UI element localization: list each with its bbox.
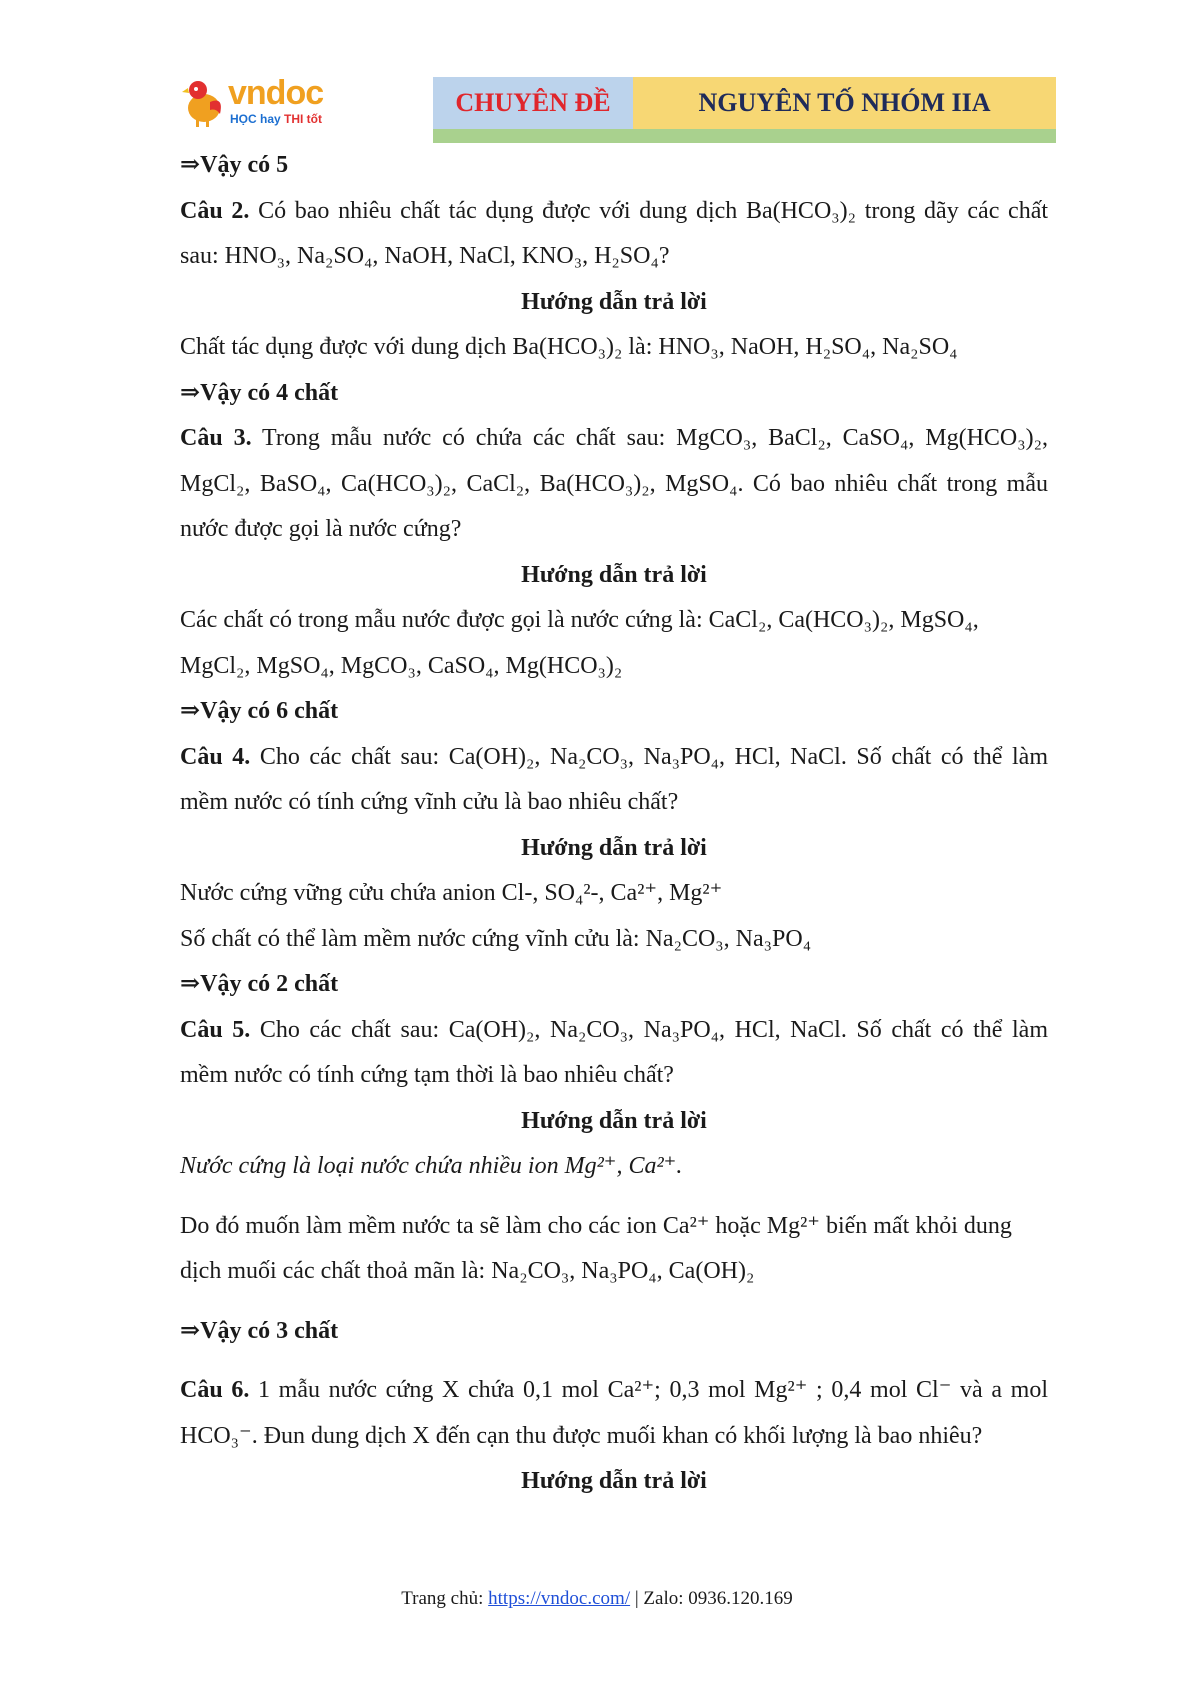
page-footer: Trang chủ: https://vndoc.com/ | Zalo: 0936.120.169 [401, 1588, 793, 1609]
header-topic-label: CHUYÊN ĐỀ [433, 77, 633, 129]
result-line: ⇒Vậy có 5 [180, 152, 289, 178]
document-body [180, 143, 1048, 1505]
answer-line: Các chất có trong mẫu nước được gọi là nước cứng là: CaCl₂, Ca(HCO₃)₂, MgSO₄, MgCl₂, MgSO₄, MgCO₃, CaSO₄, Mg(HCO₃)₂ [180, 607, 979, 679]
header-divider [433, 129, 1056, 143]
result-line: ⇒Vậy có 2 chất [180, 971, 339, 997]
question-3: Câu 3. Trong mẫu nước có chứa các chất sau: MgCO₃, BaCl₂, CaSO₄, Mg(HCO₃)₂, MgCl₂, BaSO₄, Ca(HCO₃)₂, CaCl₂, Ba(HCO₃)₂, MgSO₄. Có bao nhiêu chất trong mẫu nước được gọi là nước cứng? [180, 425, 1048, 542]
answer-paragraph: Do đó muốn làm mềm nước ta sẽ làm cho các ion Ca²⁺ hoặc Mg²⁺ biến mất khỏi dung dịch muối các chất thoả mãn là: Na₂CO₃, Na₃PO₄, Ca(OH)₂ [180, 1212, 1012, 1284]
question-2: Câu 2. Có bao nhiêu chất tác dụng được với dung dịch Ba(HCO₃)₂ trong dãy các chất sau: HNO₃, Na₂SO₄, NaOH, NaCl, KNO₃, H₂SO₄? [180, 197, 1049, 269]
guide-heading: Hướng dẫn trả lời [521, 561, 707, 588]
answer-line: Chất tác dụng được với dung dịch Ba(HCO₃)₂ là: HNO₃, NaOH, H₂SO₄, Na₂SO₄ [180, 334, 958, 360]
vndoc-logo[interactable] [180, 72, 350, 132]
answer-line: Nước cứng vững cửu chứa anion Cl-, SO₄²-, Ca²⁺, Mg²⁺ [180, 880, 723, 906]
guide-heading: Hướng dẫn trả lời [521, 1468, 707, 1494]
question-6: Câu 6. 1 mẫu nước cứng X chứa 0,1 mol Ca²⁺; 0,3 mol Mg²⁺ ; 0,4 mol Cl⁻ và a mol HCO₃⁻. Đun dung dịch X đến cạn thu được muối khan có khối lượng là bao nhiêu? [180, 1377, 1048, 1449]
guide-heading: Hướng dẫn trả lời [521, 288, 707, 315]
homepage-link[interactable]: https://vndoc.com/ [488, 1588, 631, 1609]
header-topic-title: NGUYÊN TỐ NHÓM IIA [633, 77, 1056, 129]
guide-heading: Hướng dẫn trả lời [521, 1107, 707, 1134]
result-line: ⇒Vậy có 6 chất [180, 698, 339, 724]
question-5: Câu 5. Cho các chất sau: Ca(OH)₂, Na₂CO₃, Na₃PO₄, HCl, NaCl. Số chất có thể làm mềm nước có tính cứng tạm thời là bao nhiêu chất? [180, 1016, 1048, 1088]
logo-tagline: HỌC hay THI tốt [230, 112, 323, 126]
page-header [180, 72, 1056, 144]
answer-line: Số chất có thể làm mềm nước cứng vĩnh cửu là: Na₂CO₃, Na₃PO₄ [180, 925, 812, 952]
result-line: ⇒Vậy có 4 chất [180, 379, 339, 406]
rooster-icon [180, 74, 226, 128]
question-4: Câu 4. Cho các chất sau: Ca(OH)₂, Na₂CO₃, Na₃PO₄, HCl, NaCl. Số chất có thể làm mềm nước có tính cứng vĩnh cửu là bao nhiêu chất? [180, 743, 1048, 815]
guide-heading: Hướng dẫn trả lời [521, 834, 707, 861]
result-line: ⇒Vậy có 3 chất [180, 1317, 339, 1344]
answer-line: Nước cứng là loại nước chứa nhiều ion Mg²⁺, Ca²⁺. [180, 1153, 683, 1179]
logo-wordmark: vndoc [228, 74, 324, 112]
